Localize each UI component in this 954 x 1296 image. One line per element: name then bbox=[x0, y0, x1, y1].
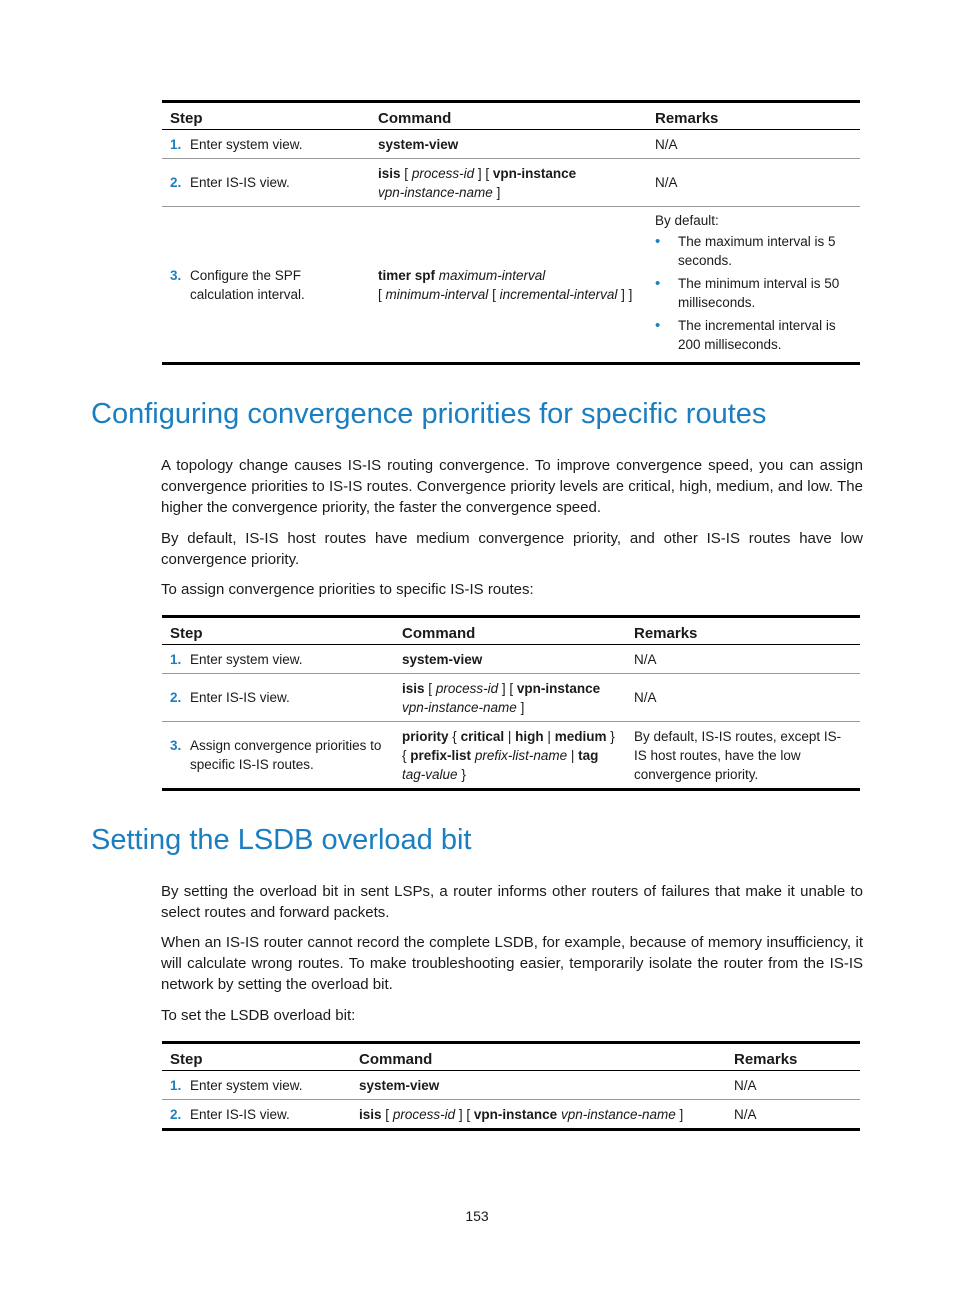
command-bracket: ] bbox=[679, 1106, 684, 1122]
paragraph: A topology change causes IS-IS routing convergence. To improve convergence speed, you can assign convergence priorities to IS-IS routes. Convergence priority levels are critical, high, medium, and low. The higher the convergence priority, the faster the convergence speed. bbox=[161, 457, 863, 516]
step-number: 3. bbox=[170, 738, 182, 753]
remarks-cell: N/A bbox=[634, 651, 657, 667]
step-number: 2. bbox=[170, 1106, 182, 1122]
table-header-row bbox=[162, 102, 860, 130]
step-description: Enter IS-IS view. bbox=[190, 175, 290, 190]
command-bracket: ] [ bbox=[458, 1106, 471, 1122]
command-argument: prefix-list-name bbox=[474, 747, 568, 763]
step-description: Assign convergence priorities to specific IS-IS routes. bbox=[190, 738, 382, 772]
remarks-cell: N/A bbox=[734, 1077, 757, 1093]
command-bracket: ] ] bbox=[621, 286, 633, 302]
command-argument: vpn-instance-name bbox=[402, 699, 517, 715]
header-command: Command bbox=[402, 625, 476, 642]
command-argument: vpn-instance-name bbox=[378, 184, 493, 200]
command-separator: | bbox=[547, 728, 551, 744]
step-number: 1. bbox=[170, 136, 182, 152]
remarks-cell: N/A bbox=[655, 175, 678, 190]
step-description: Enter IS-IS view. bbox=[190, 1106, 290, 1122]
step-description: Enter system view. bbox=[190, 651, 303, 667]
command-bracket: [ bbox=[428, 680, 433, 696]
paragraph: By default, IS-IS host routes have medium convergence priority, and other IS-IS routes have low convergence priority. bbox=[161, 530, 863, 568]
command-keyword: isis bbox=[402, 680, 425, 696]
command-bracket: [ bbox=[385, 1106, 390, 1122]
remarks-bullet: • The incremental interval is 200 milliseconds. bbox=[655, 316, 852, 354]
step-description: Enter system view. bbox=[190, 1077, 303, 1093]
command-cell bbox=[370, 207, 647, 364]
header-command: Command bbox=[378, 110, 452, 127]
command-cell bbox=[370, 159, 647, 207]
command-keyword: vpn-instance bbox=[492, 165, 577, 181]
command-bracket: { bbox=[452, 728, 457, 744]
header-step: Step bbox=[170, 1051, 203, 1068]
table-row bbox=[162, 207, 860, 364]
table-row bbox=[162, 130, 860, 159]
command-argument: vpn-instance-name bbox=[560, 1106, 676, 1122]
table-row bbox=[162, 1100, 860, 1130]
command-keyword: isis bbox=[378, 165, 401, 181]
command-cell bbox=[394, 645, 626, 674]
step-description: Enter IS-IS view. bbox=[190, 690, 290, 705]
command-bracket: { bbox=[402, 747, 407, 763]
paragraph: By setting the overload bit in sent LSPs, a router informs other routers of failures that make it unable to select routes and forward packets. bbox=[161, 883, 863, 921]
remarks-bullet: • The maximum interval is 5 seconds. bbox=[655, 232, 852, 270]
command-keyword: vpn-instance bbox=[516, 680, 601, 696]
table-row bbox=[162, 645, 860, 674]
command-argument: maximum-interval bbox=[438, 267, 546, 283]
command-argument: process-id bbox=[411, 165, 475, 181]
command-bracket: ] bbox=[520, 699, 525, 715]
table-convergence-priority bbox=[162, 615, 860, 791]
command-bracket: ] bbox=[496, 184, 501, 200]
command-keyword: critical bbox=[460, 728, 505, 744]
step-number: 2. bbox=[170, 175, 182, 190]
command-bracket: ] [ bbox=[477, 165, 490, 181]
command-keyword: prefix-list bbox=[410, 747, 472, 763]
header-remarks: Remarks bbox=[734, 1051, 798, 1068]
table-overload-bit bbox=[162, 1041, 860, 1131]
table-header-row bbox=[162, 1043, 860, 1071]
command-bracket: [ bbox=[492, 286, 496, 302]
remarks-cell: By default, IS-IS routes, except IS-IS host routes, have the low convergence priority. bbox=[634, 728, 842, 782]
paragraph: To assign convergence priorities to specific IS-IS routes: bbox=[161, 581, 534, 598]
table-row bbox=[162, 159, 860, 207]
step-description: Enter system view. bbox=[190, 136, 303, 152]
command-argument: incremental-interval bbox=[499, 286, 618, 302]
command-argument: minimum-interval bbox=[385, 286, 489, 302]
remarks-cell: N/A bbox=[634, 690, 657, 705]
command-cell bbox=[394, 722, 626, 790]
table-spf-interval bbox=[162, 100, 860, 365]
paragraph: When an IS-IS router cannot record the complete LSDB, for example, because of memory insufficiency, it will calculate wrong routes. To make troubleshooting easier, temporarily isolate the router from the IS-IS network by setting the overload bit. bbox=[161, 934, 863, 993]
paragraph: To set the LSDB overload bit: bbox=[161, 1007, 356, 1024]
command-keyword: system-view bbox=[359, 1077, 440, 1093]
header-remarks: Remarks bbox=[655, 110, 719, 127]
command-separator: | bbox=[570, 747, 575, 763]
step-number: 1. bbox=[170, 651, 182, 667]
command-argument: process-id bbox=[435, 680, 499, 696]
table-row bbox=[162, 674, 860, 722]
command-keyword: isis bbox=[359, 1106, 382, 1122]
command-keyword: priority bbox=[402, 728, 449, 744]
remarks-bullet-list bbox=[655, 232, 852, 354]
command-bracket: } bbox=[461, 766, 466, 782]
command-cell bbox=[394, 674, 626, 722]
remarks-cell: N/A bbox=[734, 1106, 757, 1122]
remarks-intro: By default: bbox=[655, 213, 719, 228]
command-keyword: medium bbox=[554, 728, 607, 744]
command-bracket: [ bbox=[378, 286, 382, 302]
header-command: Command bbox=[359, 1051, 433, 1068]
section-heading: Configuring convergence priorities for specific routes bbox=[91, 398, 767, 430]
step-number: 3. bbox=[170, 267, 182, 283]
command-bracket: [ bbox=[404, 165, 409, 181]
page-number: 153 bbox=[465, 1208, 489, 1224]
header-step: Step bbox=[170, 110, 203, 127]
table-row bbox=[162, 722, 860, 790]
step-description: Configure the SPF calculation interval. bbox=[190, 267, 305, 302]
command-argument: tag-value bbox=[402, 766, 458, 782]
command-keyword: system-view bbox=[402, 651, 483, 667]
command-separator: | bbox=[507, 728, 512, 744]
step-number: 1. bbox=[170, 1077, 182, 1093]
remarks-cell: N/A bbox=[655, 136, 678, 152]
command-bracket: } bbox=[610, 728, 615, 744]
command-argument: process-id bbox=[392, 1106, 456, 1122]
command-keyword: vpn-instance bbox=[473, 1106, 558, 1122]
header-remarks: Remarks bbox=[634, 625, 698, 642]
command-bracket: ] [ bbox=[501, 680, 514, 696]
section-heading: Setting the LSDB overload bit bbox=[91, 824, 472, 856]
command-keyword: timer spf bbox=[378, 267, 436, 283]
table-header-row bbox=[162, 617, 860, 645]
table-row bbox=[162, 1071, 860, 1100]
remarks-cell bbox=[647, 207, 860, 364]
command-keyword: high bbox=[515, 728, 544, 744]
step-number: 2. bbox=[170, 690, 182, 705]
command-cell bbox=[351, 1071, 726, 1100]
header-step: Step bbox=[170, 625, 203, 642]
command-cell bbox=[370, 130, 647, 159]
command-cell bbox=[351, 1100, 726, 1130]
command-keyword: system-view bbox=[378, 136, 459, 152]
command-keyword: tag bbox=[578, 747, 599, 763]
remarks-bullet: • The minimum interval is 50 milliseconds. bbox=[655, 274, 852, 312]
